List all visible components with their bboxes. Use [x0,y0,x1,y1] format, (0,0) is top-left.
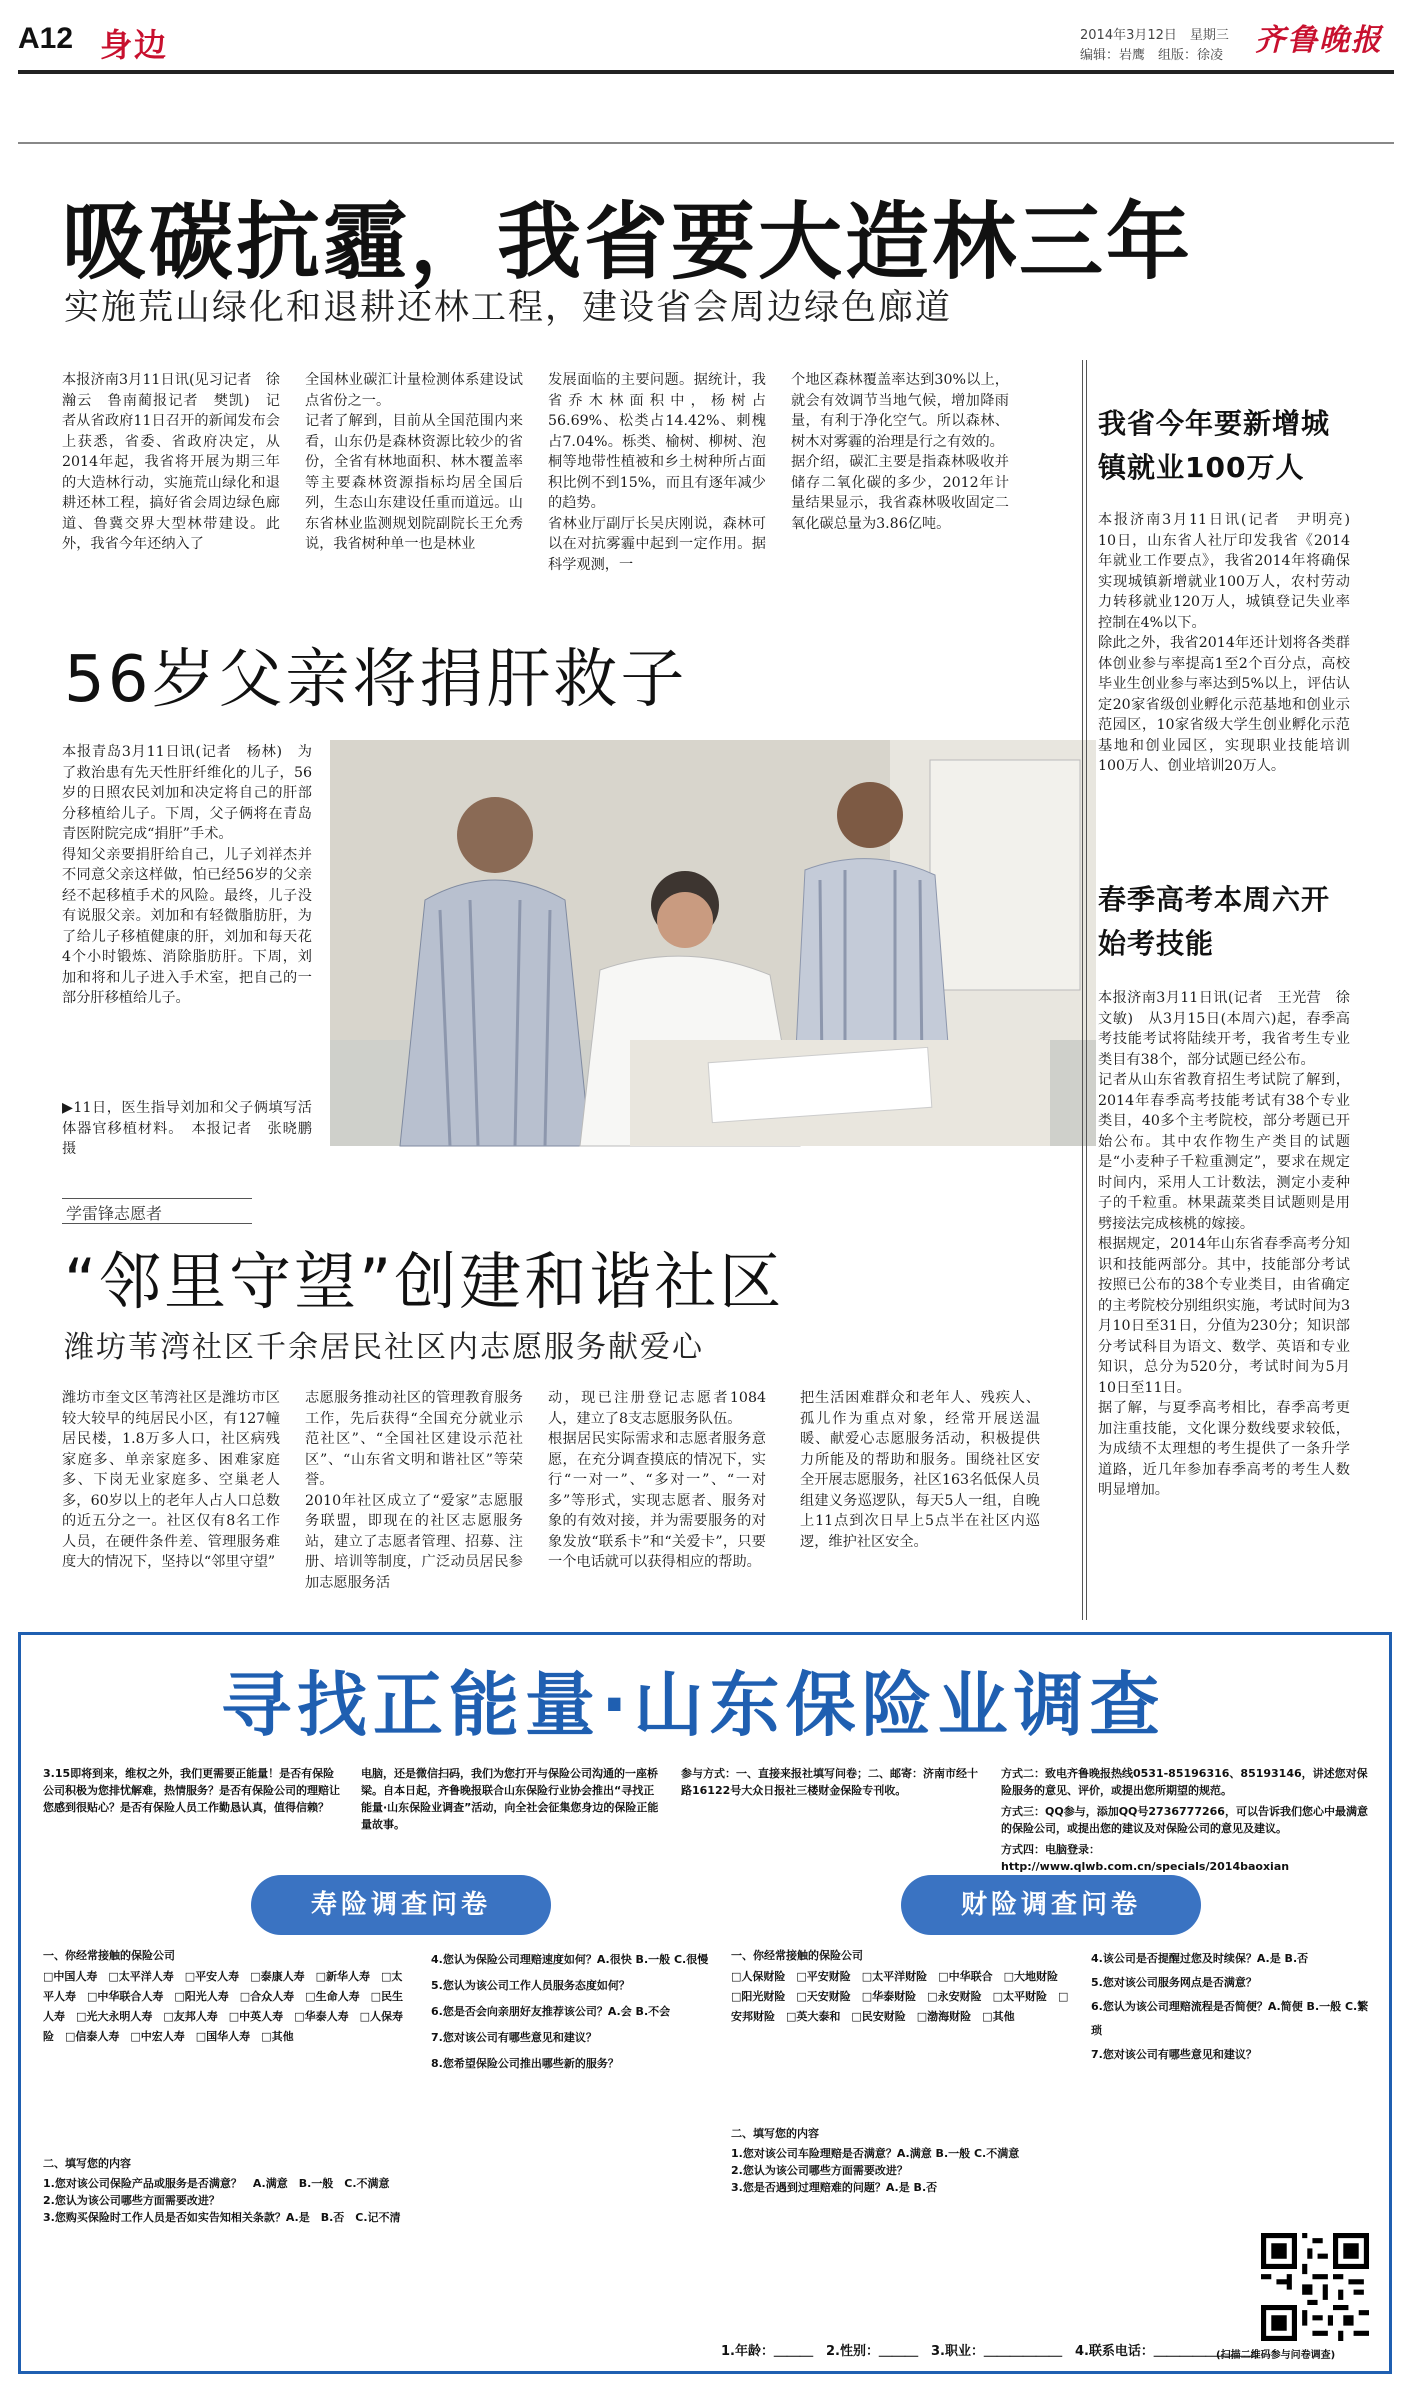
story3-col1: 潍坊市奎文区苇湾社区是潍坊市区较大较早的纯居民小区，有127幢居民楼，1.8万多人口，社区病残家庭多、单亲家庭多、困难家庭多、下岗无业家庭多、空巢老人多，60岁以上的老年人占人口总数的近五分之一。社区仅有8名工作人员，在硬件条件差、管理服务难度大的情况下，坚持以“邻里守望” [62,1390,280,1570]
sidebar-story2-body: 本报济南3月11日讯(记者 王光营 徐文敏) 从3月15日(本周六)起，春季高考技能考试将陆续开考，我省考生专业类目有38个，部分试题已经公布。 记者从山东省教育招生考试院了解到，2014年春季高考技能考试有38个专业类目，40多个主考院校，部分考题已开始公布。其中农作物生产类目的试题是“小麦种子千粒重测定”，要求在规定时间内，采用人工计数法，测定小麦种子的千粒重。林果蔬菜类目试题则是用劈接法完成核桃的嫁接。 根据规定，2014年山东省春季高考分知识和技能两部分。其中，技能部分考试按照已公布的38个专业类目，由省确定的主考院校分别组织实施，考试时间为3月10日至31日，分值为230分；知识部分考试科目为语文、数学、英语和专业知识，总分为520分，考试时间为5月10日至11日。 据了解，与夏季高考相比，春季高考更加注重技能，文化课分数线要求较低，为成绩不太理想的考生提供了一条升学道路，近几年参加春季高考的考生人数明显增加。 [1098,990,1350,1498]
sidebar-divider [1082,360,1083,1620]
topic-tag: 学雷锋志愿者 [62,1198,252,1224]
issue-date: 2014年3月12日 星期三 [1080,28,1229,43]
story3-col4: 把生活困难群众和老年人、残疾人、孤儿作为重点对象，经常开展送温暖、献爱心志愿服务活动，积极提供力所能及的帮助和服务。围绕社区安全开展志愿服务，社区163名低保人员组建义务巡逻队，每天5人一组，自晚上11点到次日早上5点半在社区内巡逻，维护社区安全。 [800,1390,1040,1550]
story1-col3: 发展面临的主要问题。据统计，我省乔木林面积中，杨树占56.69%、松类占14.42%、刺槐占7.04%。栎类、榆树、柳树、泡桐等地带性植被和乡土树种所占面积比例不到15%，而且有逐年减少的趋势。 省林业厅副厅长吴庆刚说，森林可以在对抗雾霾中起到一定作用。据科学观测，一 [548,372,766,573]
ad-method-3: 方式三：QQ参与，添加QQ号2736777266，可以告诉我们您心中最满意的保险公司，或提出您的建议及对保险公司的意见及建议。 [1001,1805,1368,1835]
story1-subhead: 实施荒山绿化和退耕还林工程，建设省会周边绿色廊道 [64,288,953,328]
story1-col4: 个地区森林覆盖率达到30%以上，就会有效调节当地气候，增加降雨量，有利于净化空气。所以森林、树木对雾霾的治理是行之有效的。 据介绍，碳汇主要是指森林吸收并储存二氧化碳的多少，2012年计量结果显示，我省森林吸收固定二氧化碳总量为3.86亿吨。 [791,372,1009,532]
story1-headline: 吸碳抗霾，我省要大造林三年 [62,193,1194,291]
property-insurance-banner: 财险调查问卷 [901,1875,1201,1935]
story3-headline: “邻里守望”创建和谐社区 [64,1245,785,1318]
section-name: 身边 [100,26,169,64]
ad-intro-2: 电脑，还是微信扫码，我们为您打开与保险公司沟通的一座桥梁。自本日起，齐鲁晚报联合山东保险行业协会推出“寻找正能量·山东保险业调查”活动，向全社会征集您身边的保险正能量故事。 [361,1767,659,1831]
property-q1-options[interactable]: □人保财险 □平安财险 □太平洋财险 □中华联合 □大地财险 □阳光财险 □天安财险 □华泰财险 □永安财险 □太平财险 □安邦财险 □英大泰和 □民安财险 □渤海财险 □其他 [731,1970,1069,2023]
ad-title: 寻找正能量·山东保险业调查 [221,1664,1166,1746]
qr-code-icon[interactable] [1261,2233,1369,2341]
ad-intro-1: 3.15即将到来，维权之外，我们更需要正能量！是否有保险公司积极为您排忧解难，热情服务？是否有保险公司的理赔让您感到很贴心？是否有保险人员工作勤恳认真，值得信赖？ [43,1767,340,1814]
sidebar-story1-body: 本报济南3月11日讯(记者 尹明亮) 10日，山东省人社厅印发我省《2014年就业工作要点》，我省2014年将确保实现城镇新增就业100万人，农村劳动力转移就业120万人，城镇登记失业率控制在4%以下。 除此之外，我省2014年还计划将各类群体创业参与率提高1至2个百分点，高校毕业生创业参与率达到5%以上，评估认定20家省级创业孵化示范基地和创业示范园区，10家省级大学生创业孵化示范基地和创业园区，实现职业技能培训100万人、创业培训20万人。 [1098,512,1350,774]
sidebar-story2-title: 春季高考本周六开始考技能 [1098,883,1331,960]
header-rule-thin [18,142,1394,144]
property-q-continued[interactable]: 4.该公司是否提醒过您及时续保？A.是 B.否 5.您对该公司服务网点是否满意？ 6.您认为该公司理赔流程是否简便？A.简便 B.一般 C.繁琐 7.您对该公司有哪些意见和建议？ [1091,1952,1369,2061]
story2-headline: 56岁父亲将捐肝救子 [64,643,688,717]
header-rule [18,70,1394,74]
story2-body: 本报青岛3月11日讯(记者 杨林) 为了救治患有先天性肝纤维化的儿子，56岁的日照农民刘加和决定将自己的肝部分移植给儿子。下周，父子俩将在青岛青医附院完成“捐肝”手术。 得知父亲要捐肝给自己，儿子刘祥杰并不同意父亲这样做，怕已经56岁的父亲经不起移植手术的风险。最终，儿子没有说服父亲。刘加和有轻微脂肪肝，为了给儿子移植健康的肝，刘加和每天花4个小时锻炼、消除脂肪肝。下周，刘加和将和儿子进入手术室，把自己的一部分肝移植给儿子。 [62,744,312,1006]
photo-caption: ▶11日，医生指导刘加和父子俩填写活体器官移植材料。 本报记者 张晓鹏 摄 [62,1100,327,1157]
news-photo [330,740,1096,1146]
story3-col2: 志愿服务推动社区的管理教育服务工作，先后获得“全国充分就业示范社区”、“全国社区建设示范社区”、“山东省文明和谐社区”等荣誉。 2010年社区成立了“爱家”志愿服务联盟，即现在的社区志愿服务站，建立了志愿者管理、招募、注册、培训等制度，广泛动员居民参加志愿服务活 [305,1390,523,1591]
editor-credits: 编辑：岩鹰 组版：徐凌 [1080,48,1224,63]
ad-method-2: 方式二：致电齐鲁晚报热线0531-85196316、85193146，讲述您对保险服务的意见、评价，或提出您所期望的规范。 [1001,1767,1368,1797]
property-q2-head: 二、填写您的内容 [731,2127,819,2140]
page-number: A12 [18,22,74,55]
story3-subhead: 潍坊苇湾社区千余居民社区内志愿服务献爱心 [64,1330,704,1365]
ad-footer-fields[interactable]: 1.年龄：＿＿＿ 2.性别：＿＿＿ 3.职业：＿＿＿＿＿＿ 4.联系电话：＿＿＿＿＿＿＿＿ [721,2344,1258,2359]
insurance-survey-ad [18,1632,1392,2374]
life-q1-head: 一、你经常接触的保险公司 [43,1949,175,1962]
property-q1-head: 一、你经常接触的保险公司 [731,1949,863,1962]
property-q2-text[interactable]: 1.您对该公司车险理赔是否满意？A.满意 B.一般 C.不满意 2.您认为该公司哪些方面需要改进？ 3.您是否遇到过理赔难的问题？A.是 B.否 [731,2147,1020,2194]
life-q2-text[interactable]: 1.您对该公司保险产品或服务是否满意？ A.满意 B.一般 C.不满意 2.您认为该公司哪些方面需要改进？ 3.您购买保险时工作人员是否如实告知相关条款？A.是 B.否 C.记不清 [43,2177,401,2224]
story3-col3: 动，现已注册登记志愿者1084人，建立了8支志愿服务队伍。 根据居民实际需求和志愿者服务意愿，在充分调查摸底的情况下，实行“一对一”、“多对一”、“一对多”等形式，实现志愿者、服务对象的有效对接，并为需要服务的对象发放“联系卡”和“关爱卡”，只要一个电话就可以获得相应的帮助。 [548,1390,766,1570]
life-insurance-banner: 寿险调查问卷 [251,1875,551,1935]
newspaper-logo: 齐鲁晚报 [1255,23,1383,58]
life-q-continued[interactable]: 4.您认为保险公司理赔速度如何？A.很快 B.一般 C.很慢 5.您认为该公司工作人员服务态度如何？ 6.您是否会向亲朋好友推荐该公司？A.会 B.不会 7.您对该公司有哪些意见和建议？ 8.您希望保险公司推出哪些新的服务？ [431,1953,709,2070]
sidebar-divider-2 [1086,360,1087,1620]
sidebar-story1-title: 我省今年要新增城镇就业100万人 [1098,407,1331,484]
life-q2-head: 二、填写您的内容 [43,2157,131,2170]
ad-method-4[interactable]: 方式四：电脑登录：http://www.qlwb.com.cn/specials/2014baoxian [1001,1843,1290,1873]
story1-col2: 全国林业碳汇计量检测体系建设试点省份之一。 记者了解到，目前从全国范围内来看，山东仍是森林资源比较少的省份，全省有林地面积、林木覆盖率等主要森林资源指标均居全国后列，生态山东建设任重而道远。山东省林业监测规划院副院长王允秀说，我省树种单一也是林业 [305,372,523,552]
life-q1-options[interactable]: □中国人寿 □太平洋人寿 □平安人寿 □泰康人寿 □新华人寿 □太平人寿 □中华联合人寿 □阳光人寿 □合众人寿 □生命人寿 □民生人寿 □光大永明人寿 □友邦人寿 □中英人寿 □华泰人寿 □人保寿险 □信泰人寿 □中宏人寿 □国华人寿 □其他 [43,1970,403,2043]
ad-intro-3: 参与方式：一、直接来报社填写问卷；二、邮寄：济南市经十路16122号大众日报社三楼财金保险专刊收。 [681,1767,978,1797]
story1-col1: 本报济南3月11日讯(见习记者 徐瀚云 鲁南蔺报记者 樊凯) 记者从省政府11日召开的新闻发布会上获悉，省委、省政府决定，从2014年起，我省将开展为期三年的大造林行动，实施荒山绿化和退耕还林工程，搞好省会周边绿色廊道、鲁冀交界大型林带建设。此外，我省今年还纳入了 [62,372,280,552]
ad-qr-note: (扫描二维码参与问卷调查) [1216,2350,1336,2361]
